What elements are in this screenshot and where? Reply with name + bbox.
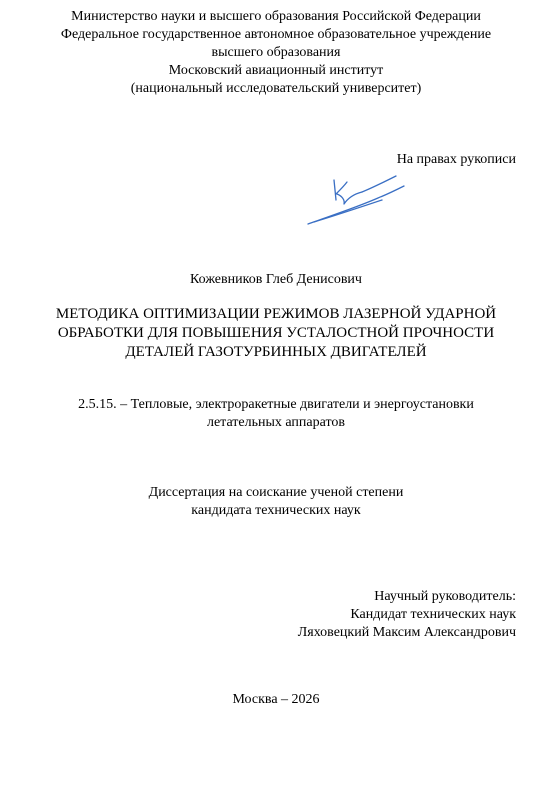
handwritten-signature xyxy=(300,172,420,232)
dissertation-title-line-2: ОБРАБОТКИ ДЛЯ ПОВЫШЕНИЯ УСТАЛОСТНОЙ ПРОЧНОСТИ xyxy=(57,325,495,341)
institution-type-line-2: высшего образования xyxy=(211,45,341,60)
degree-line-2: кандидата технических наук xyxy=(191,503,361,518)
specialty-line-2: летательных аппаратов xyxy=(206,415,346,430)
ministry-line: Министерство науки и высшего образования Российской Федерации xyxy=(71,9,481,24)
specialty-line-1: 2.5.15. – Тепловые, электроракетные двигатели и энергоустановки xyxy=(78,397,474,412)
institution-status: (национальный исследовательский университет) xyxy=(130,81,422,96)
institution-type-line: Федеральное государственное автономное образовательное учреждение xyxy=(60,27,492,42)
manuscript-rights-note: На правах рукописи xyxy=(396,152,516,167)
city-year: Москва – 2026 xyxy=(232,692,320,707)
supervisor-name: Ляховецкий Максим Александрович xyxy=(297,625,516,640)
dissertation-title-line-1: МЕТОДИКА ОПТИМИЗАЦИИ РЕЖИМОВ ЛАЗЕРНОЙ УДАРНОЙ xyxy=(55,306,497,322)
dissertation-title-line-3: ДЕТАЛЕЙ ГАЗОТУРБИННЫХ ДВИГАТЕЛЕЙ xyxy=(125,344,427,360)
supervisor-degree: Кандидат технических наук xyxy=(350,607,516,622)
institution-name: Московский авиационный институт xyxy=(168,63,384,78)
author-name: Кожевников Глеб Денисович xyxy=(190,272,362,287)
degree-line-1: Диссертация на соискание ученой степени xyxy=(148,485,404,500)
supervisor-label: Научный руководитель: xyxy=(374,589,516,604)
